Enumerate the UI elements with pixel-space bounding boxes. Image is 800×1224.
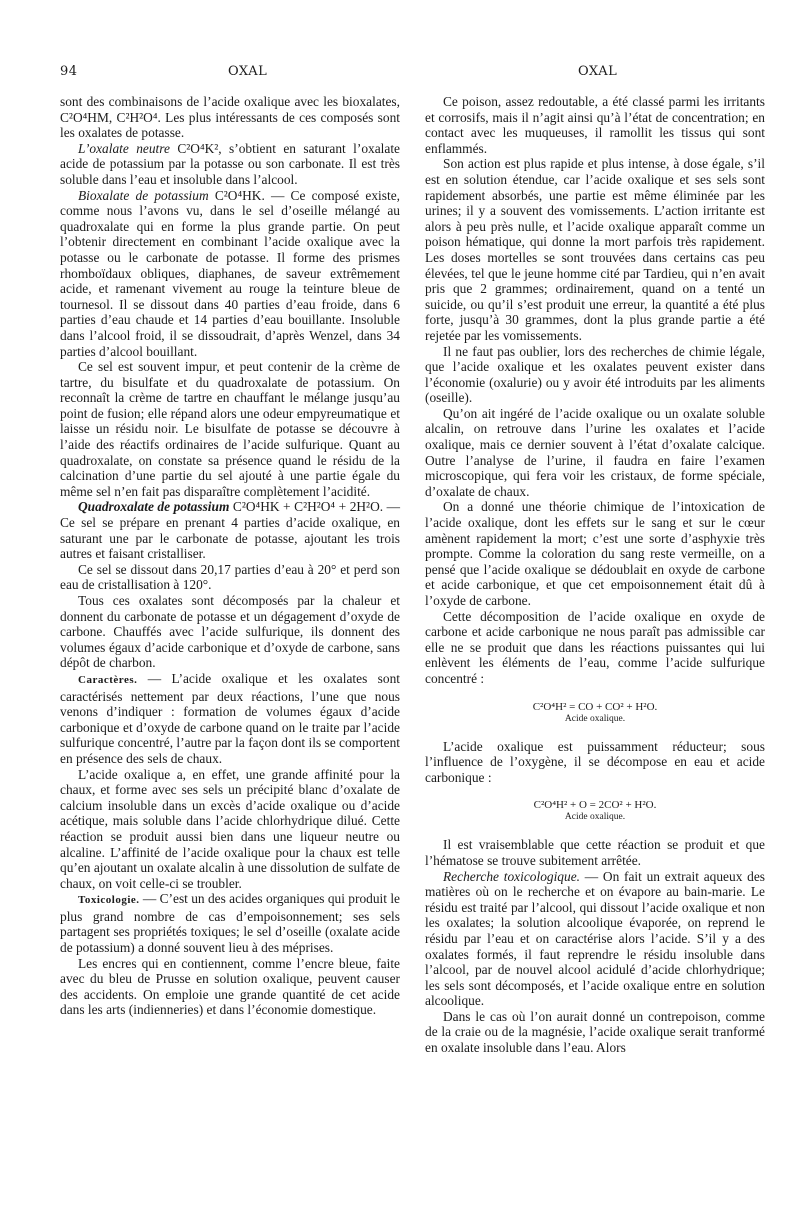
page-number: 94 <box>60 64 78 79</box>
paragraph: sont des combinaisons de l’acide oxalique avec les bioxalates, C²O⁴HM, C²H²O⁴. Les plus intéressants de ces composés sont les oxalates de potasse. <box>60 94 400 141</box>
paragraph-body: — On fait un extrait aqueux des matières où on le recherche et on évapore au bain-marie. Le résidu est traité par l’alcool, qui dissout l’acide oxalique et non les oxalates; la solution alcoolique évaporée, on reprend le résidu par l’eau et on caractérise alors l’acide. S’il y a des oxalates formés, il faut reprendre le résidu insoluble dans l’alcool, par de nouvel alcool acidulé d’acide chlorhydrique; les sels sont décomposés, et l’acide oxalique entre en solution alcoolique. <box>425 868 765 1009</box>
paragraph-body: — C’est un des acides organiques qui produit le plus grand nombre de cas d’empoisonnement; ses sels partagent ses propriétés toxiques; le sel d’oseille (oxalate acide de potassium) a donné souvent lieu à des méprises. <box>60 891 400 956</box>
paragraph: Son action est plus rapide et plus intense, à dose égale, s’il est en solution étendue, car l’acide oxalique et ses sels sont rapidement absorbés, une partie est même éliminée par les urines; il y a souvent des vomissements. L’action irritante est alors à peu près nulle, et l’acide oxalique apparaît comme un poison hématique, qui donne la mort parfois très rapidement. Les doses mortelles se sont trouvées dans certains cas peu élevées, tel que le jeune homme cité par Tardieu, qui n’en avait pris que 2 grammes; ordinairement, quand on a tenté un suicide, ou qu’il s’est produit une erreur, la quantité a été plus forte, jusqu’à 30 grammes, dont la plus grande partie a été rejetée par les vomissements. <box>425 156 765 343</box>
paragraph <box>60 188 400 360</box>
paragraph: Cette décomposition de l’acide oxalique en oxyde de carbone et acide carbonique ne nous paraît pas admissible car elle ne se produit que dans les réactions puissantes qui lui enlèvent les éléments de l’eau, comme l’acide sulfurique concentré : <box>425 608 765 686</box>
paragraph <box>60 671 400 767</box>
paragraph: Tous ces oxalates sont décomposés par la chaleur et donnent du carbonate de potasse et un dégagement d’oxyde de carbone. Chauffés avec l’acide sulfurique, ils donnent des volumes égaux d’acide carbonique et d’oxyde de carbone, sans dépôt de charbon. <box>60 593 400 671</box>
paragraph: Ce poison, assez redoutable, a été classé parmi les irritants et corrosifs, mais il n’agit ainsi qu’à l’état de concentration; en contact avec les muqueuses, il ramollit les tissus qui sont enflammés. <box>425 94 765 156</box>
paragraph: L’acide oxalique a, en effet, une grande affinité pour la chaux, et forme avec ses sels un précipité blanc d’oxalate de calcium insoluble dans un excès d’acide oxalique ou d’acide acétique, mais soluble dans l’acide chlorhydrique dilué. Cette réaction se produit aussi bien dans une liqueur neutre ou alcaline. L’affinité de l’acide oxalique pour la chaux est telle qu’en ajoutant un oxalate alcalin à une dissolution de sulfate de chaux, on voit celle-ci se troubler. <box>60 766 400 891</box>
paragraph <box>60 499 400 561</box>
paragraph: Les encres qui en contiennent, comme l’encre bleue, faite avec du bleu de Prusse en solution oxalique, peuvent causer des accidents. On emploie une grande quantité de cet acide dans les arts (indienneries) et dans l’économie domestique. <box>60 955 400 1018</box>
paragraph: Il est vraisemblable que cette réaction se produit et que l’hématose se trouve subitement arrêtée. <box>425 837 765 868</box>
equation-label: Acide oxalique. <box>564 713 626 724</box>
paragraph: On a donné une théorie chimique de l’intoxication de l’acide oxalique, dont les effets sur le sang et sur le cœur amènent rapidement la mort; c’est une sorte d’asphyxie très prompte. Comme la coloration du sang reste vermeille, on a pensé que l’acide oxalique se dédoublait en oxyde de carbone et acide carbonique, et que cet empoisonnement était dû à l’oxyde de carbone. <box>425 499 765 608</box>
section-heading: Caractères. <box>78 673 138 686</box>
paragraph-lead: Quadroxalate de potassium <box>78 499 230 515</box>
equation-text: C²O⁴H² + O = 2CO² + H²O. <box>533 799 657 812</box>
paragraph: Ce sel est souvent impur, et peut contenir de la crème de tartre, du bisulfate et du quadroxalate de potassium. On reconnaît la crème de tartre en chauffant le mélange jusqu’au point de fusion; elle répand alors une odeur empyreumatique et laisse un résidu noir. Le bisulfate de potasse se découvre à l’aide des réactifs ordinaires de l’acide sulfurique. Quant au quadroxalate, on constate sa présence quand le résidu de la calcination d’une partie du sel ajouté à une partie égale du même sel n’en fait pas disparaître complètement l’acidité. <box>60 359 400 499</box>
paragraph-lead: L’oxalate neutre <box>78 140 170 156</box>
running-head-right: OXAL <box>578 64 618 79</box>
paragraph-body: C²O⁴K², s’obtient en saturant l’oxalate acide de potassium par la potasse ou son carbonate. Il est très soluble dans l’eau et insoluble dans l’alcool. <box>60 140 400 187</box>
paragraph-body: C²O⁴HK + C²H²O⁴ + 2H²O. — Ce sel se prépare en prenant 4 parties d’acide oxalique, en saturant une par le carbonate de potasse, ajoutant les trois autres et faisant cristalliser. <box>60 499 401 562</box>
paragraph-lead: Bioxalate de potassium <box>78 187 209 203</box>
right-column <box>425 94 765 1056</box>
paragraph: Qu’on ait ingéré de l’acide oxalique ou un oxalate soluble alcalin, on retrouve dans l’urine les oxalates et l’acide oxalique, mais ce dernier souvent à l’état d’oxalate calcique. Outre l’analyse de l’urine, il faudra en faire l’examen microscopique, qui fera voir les cristaux, de forme spéciale, d’oxalate de chaux. <box>425 405 765 499</box>
paragraph-body: C²O⁴HK. — Ce composé existe, comme nous l’avons vu, dans le sel d’oseille mélangé au quadroxalate qui en forme la plus grande partie. On peut l’obtenir directement en combinant l’acide oxalique avec la potasse ou le carbonate de potasse. Il forme des prismes rhomboïdaux obliques, diaphanes, de saveur extrêmement acide, et ramenant vivement au rouge la teinture bleue de tournesol. Il se dissout dans 40 parties d’eau froide, dans 6 parties d’eau chaude et 14 parties d’eau bouillante. Insoluble dans l’alcool froid, il se dissoudrait, d’après Wenzel, dans 34 parties d’alcool bouillant. <box>60 187 400 359</box>
equation-label: Acide oxalique. <box>564 812 626 823</box>
paragraph: L’acide oxalique est puissamment réducteur; sous l’influence de l’oxygène, il se décompose en eau et acide carbonique : <box>425 738 765 785</box>
paragraph: Ce sel se dissout dans 20,17 parties d’eau à 20° et perd son eau de cristallisation à 120°. <box>60 561 400 593</box>
paragraph <box>60 141 400 188</box>
chemical-equation <box>425 799 765 823</box>
running-head-left: OXAL <box>228 64 268 79</box>
section-heading: Toxicologie. <box>78 894 140 907</box>
paragraph-lead: Recherche toxicologique. <box>443 868 580 884</box>
left-column <box>60 94 400 1018</box>
equation-text: C²O⁴H² = CO + CO² + H²O. <box>532 700 658 713</box>
paragraph-body: — L’acide oxalique et les oxalates sont caractérisés nettement par deux réactions, l’une que nous venons d’indiquer : formation de volumes égaux d’acide carbonique et d’oxyde de carbone quand on le traite par l’acide sulfurique concentré, l’autre par la façon dont ils se comportent en présence des sels de chaux. <box>60 670 400 766</box>
paragraph: Il ne faut pas oublier, lors des recherches de chimie légale, que l’acide oxalique et les oxalates peuvent exister dans l’économie (oxalurie) ou y avoir été introduits par les aliments (oseille). <box>425 343 765 406</box>
paragraph: Dans le cas où l’on aurait donné un contrepoison, comme de la craie ou de la magnésie, l’acide oxalique serait tranformé en oxalate insoluble dans l’eau. Alors <box>425 1008 765 1056</box>
chemical-equation <box>425 701 765 725</box>
paragraph <box>425 869 765 1009</box>
paragraph <box>60 891 400 955</box>
